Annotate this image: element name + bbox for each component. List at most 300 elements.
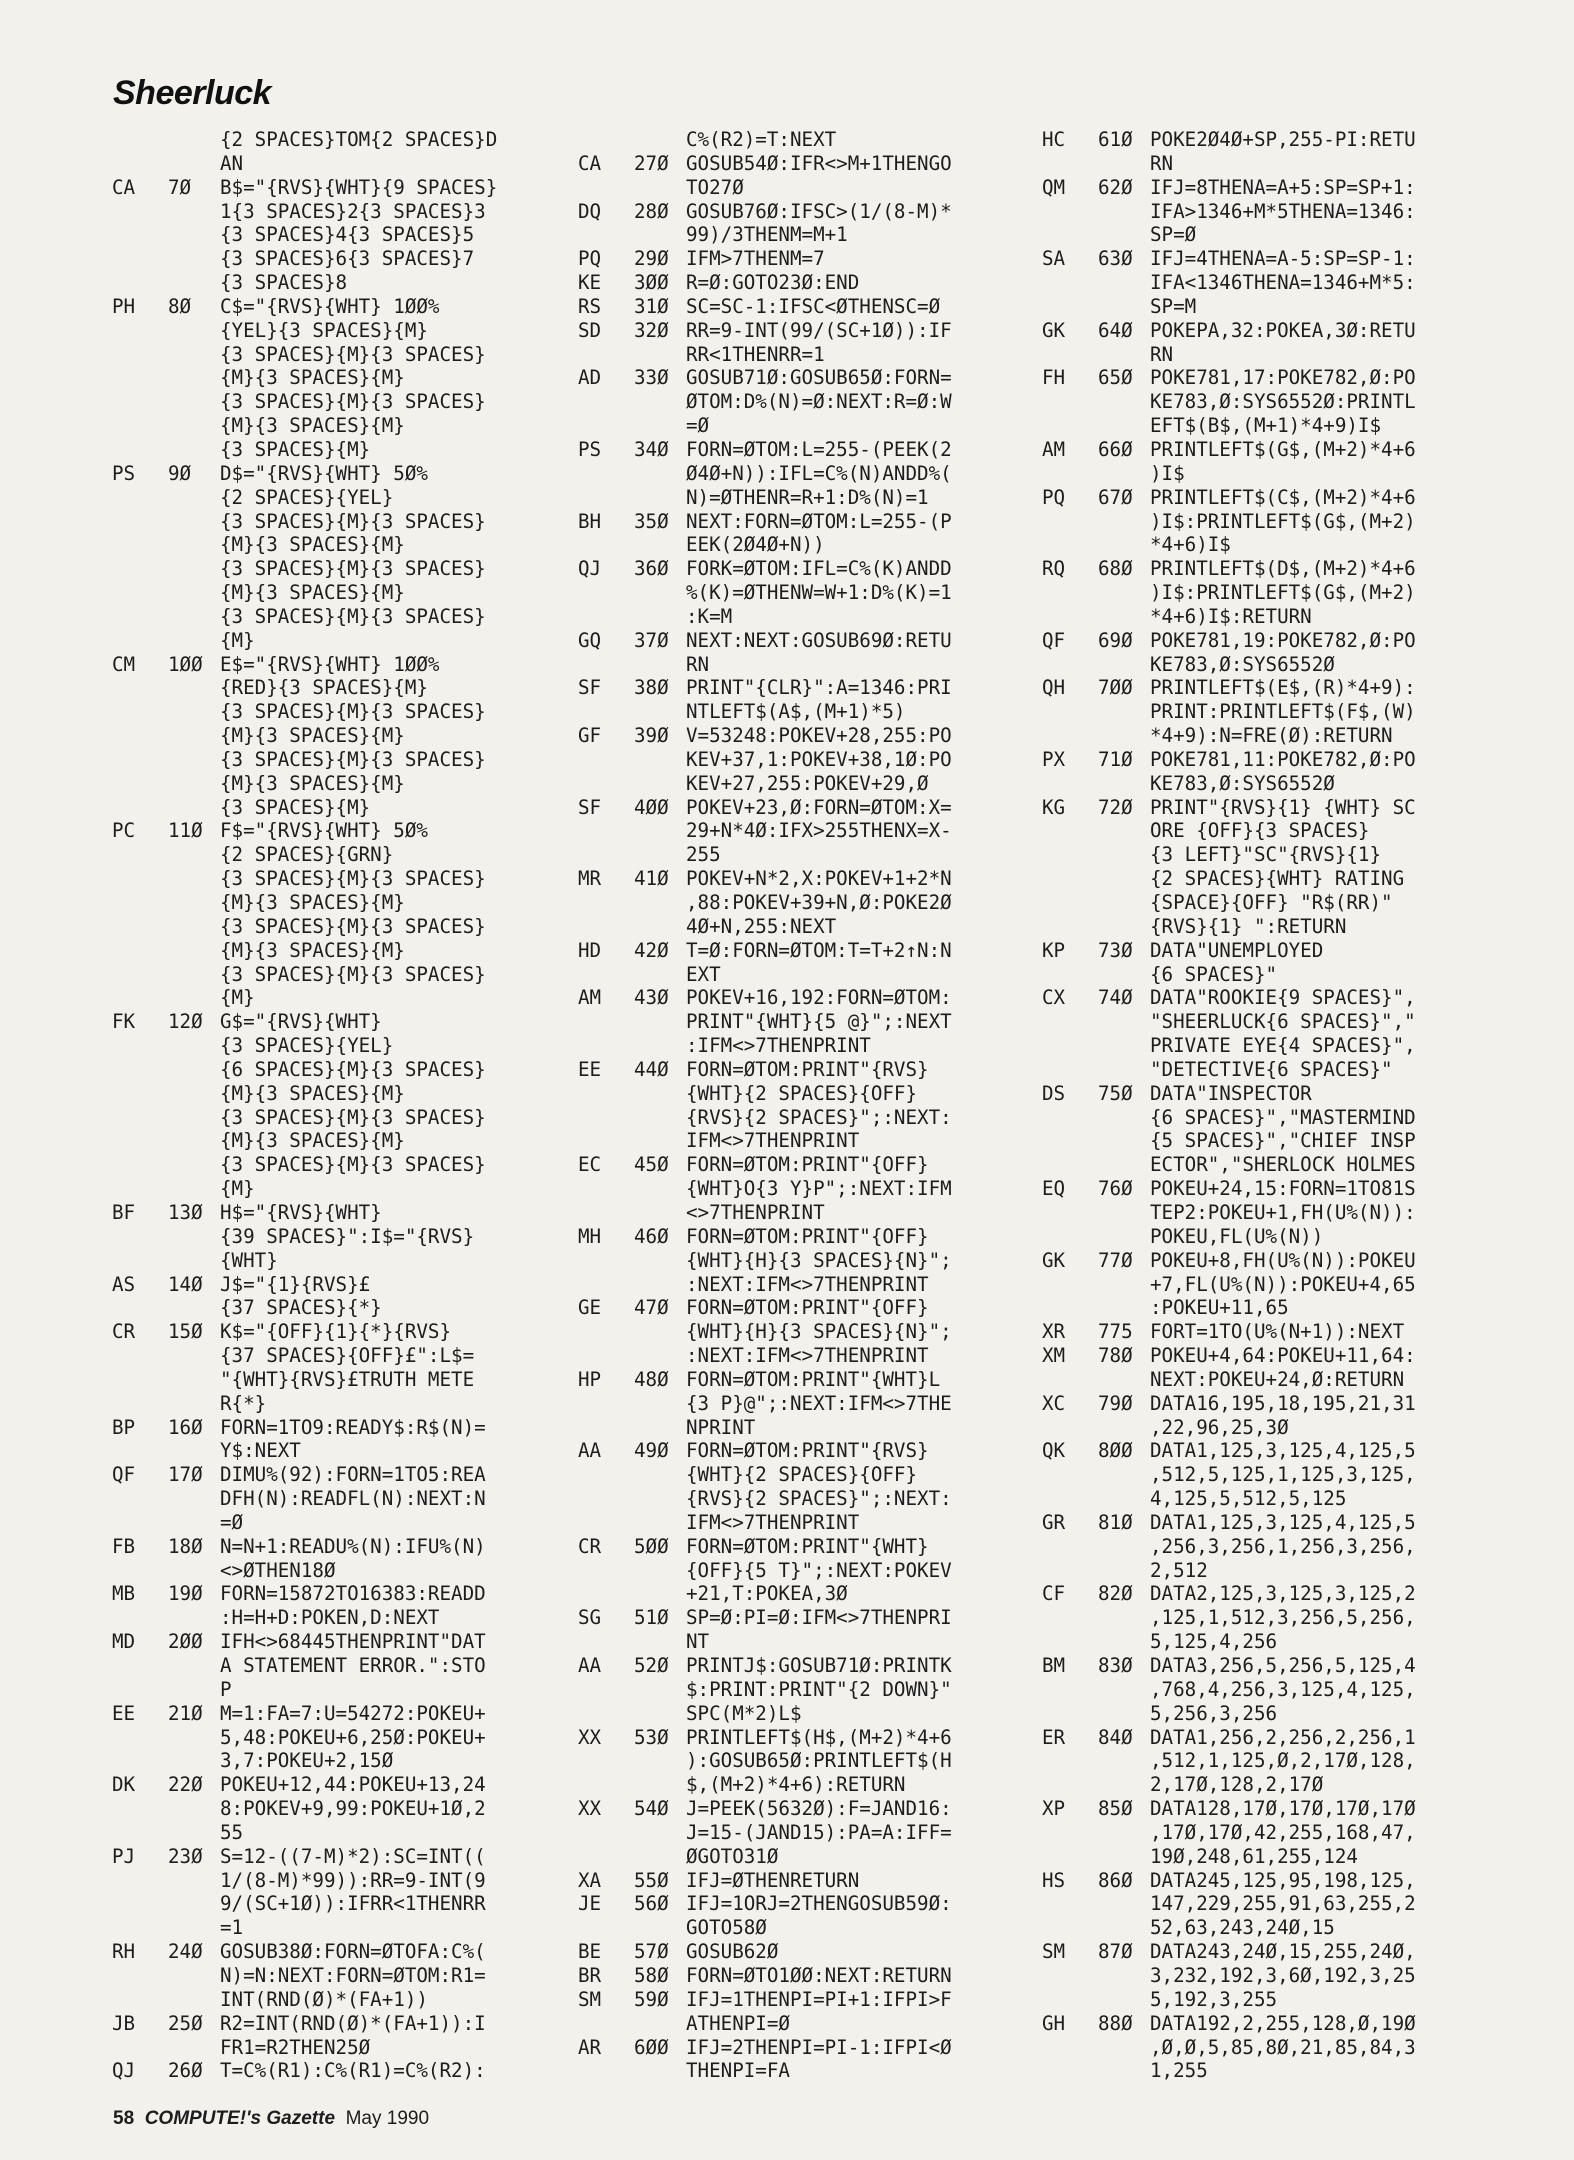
code-line <box>1042 1678 1522 1702</box>
code-text: KE783,Ø:SYS6552Ø:PRINTL <box>1150 390 1416 414</box>
code-line <box>112 653 542 677</box>
listing-column-2 <box>578 128 1058 2083</box>
code-text: <>ØTHEN18Ø <box>220 1558 336 1582</box>
code-text: *4+6)I$:RETURN <box>1150 604 1312 628</box>
code-text: *4+6)I$ <box>1150 533 1231 557</box>
checksum-code: HS <box>1042 1868 1066 1892</box>
code-text: ,Ø,Ø,5,85,8Ø,21,85,84,3 <box>1150 2035 1416 2059</box>
code-line <box>112 295 542 319</box>
line-number: 42Ø <box>634 938 669 962</box>
code-text: FR1=R2THEN25Ø <box>220 2035 371 2059</box>
code-text: 4Ø+N,255:NEXT <box>686 914 837 938</box>
code-line <box>578 1582 1058 1606</box>
code-text: FORN=ØTOM:PRINT"{WHT}L <box>686 1367 941 1391</box>
line-number: 15Ø <box>168 1320 203 1344</box>
code-text: Y$:NEXT <box>220 1439 301 1463</box>
code-text: NEXT:NEXT:GOSUB69Ø:RETU <box>686 628 952 652</box>
code-line <box>1042 748 1522 772</box>
code-line <box>112 915 542 939</box>
code-line <box>578 438 1058 462</box>
code-text: ,512,1,125,Ø,2,17Ø,128, <box>1150 1749 1416 1773</box>
code-line <box>578 1320 1058 1344</box>
line-number: 46Ø <box>634 1224 669 1248</box>
line-number: 35Ø <box>634 509 669 533</box>
code-line <box>1042 843 1522 867</box>
line-number: 88Ø <box>1098 2011 1133 2035</box>
code-line <box>578 1702 1058 1726</box>
code-text: 1/(8-M)*99)):RR=9-INT(9 <box>220 1868 486 1892</box>
code-text: =1 <box>220 1916 244 1940</box>
code-text: PRINT:PRINTLEFT$(F$,(W) <box>1150 700 1416 724</box>
code-text: SPC(M*2)L$ <box>686 1701 802 1725</box>
code-text: PRINTLEFT$(E$,(R)*4+9): <box>1150 676 1416 700</box>
line-number: 9Ø <box>168 461 192 485</box>
code-text: POKE781,19:POKE782,Ø:PO <box>1150 628 1416 652</box>
checksum-code: DS <box>1042 1081 1066 1105</box>
code-line <box>112 1630 542 1654</box>
code-line <box>112 1749 542 1773</box>
checksum-code: CX <box>1042 986 1066 1010</box>
code-text: {M}{3 SPACES}{M} <box>220 938 405 962</box>
code-line <box>1042 1940 1522 1964</box>
line-number: 2ØØ <box>168 1630 203 1654</box>
code-text: T=Ø:FORN=ØTOM:T=T+2↑N:N <box>686 938 952 962</box>
code-text: DATA16,195,18,195,21,31 <box>1150 1391 1416 1415</box>
code-line <box>578 1964 1058 1988</box>
code-text: FORN=ØTOM:PRINT"{RVS} <box>686 1439 929 1463</box>
code-text: 8:POKEV+9,99:POKEU+1Ø,2 <box>220 1797 486 1821</box>
code-line <box>578 1892 1058 1916</box>
code-line <box>578 963 1058 987</box>
code-text: {3 SPACES}{M} <box>220 437 371 461</box>
code-text: N)=N:NEXT:FORN=ØTOM:R1= <box>220 1963 486 1987</box>
code-line <box>578 1106 1058 1130</box>
code-text: {OFF}{5 T}";:NEXT:POKEV <box>686 1558 952 1582</box>
code-line <box>578 1439 1058 1463</box>
code-line <box>578 653 1058 677</box>
code-line <box>578 1463 1058 1487</box>
code-line <box>112 629 542 653</box>
code-line <box>1042 867 1522 891</box>
code-text: {6 SPACES}" <box>1150 962 1278 986</box>
code-text: E$="{RVS}{WHT} 1ØØ% <box>220 652 440 676</box>
code-text: {3 SPACES}{YEL} <box>220 1034 394 1058</box>
code-text: 1{3 SPACES}2{3 SPACES}3 <box>220 199 486 223</box>
code-text: *4+9):N=FRE(Ø):RETURN <box>1150 724 1393 748</box>
line-number: 37Ø <box>634 628 669 652</box>
code-line <box>112 247 542 271</box>
code-line <box>1042 1153 1522 1177</box>
checksum-code: AR <box>578 2035 602 2059</box>
code-line <box>578 414 1058 438</box>
code-line <box>112 510 542 534</box>
code-line <box>578 510 1058 534</box>
code-text: {2 SPACES}{WHT} RATING <box>1150 867 1405 891</box>
code-text: {3 SPACES}4{3 SPACES}5 <box>220 223 475 247</box>
code-text: IFM<>7THENPRINT <box>686 1129 860 1153</box>
code-line <box>578 1559 1058 1583</box>
code-text: 5,192,3,255 <box>1150 1987 1278 2011</box>
code-text: POKEU,FL(U%(N)) <box>1150 1224 1324 1248</box>
code-text: RR<1THENRR=1 <box>686 342 825 366</box>
code-text: POKEU+24,15:FORN=1TO81S <box>1150 1177 1416 1201</box>
code-line <box>578 843 1058 867</box>
code-line <box>1042 533 1522 557</box>
checksum-code: FH <box>1042 366 1066 390</box>
checksum-code: CR <box>578 1534 602 1558</box>
code-line <box>578 2059 1058 2083</box>
code-line <box>112 819 542 843</box>
code-text: K$="{OFF}{1}{*}{RVS} <box>220 1320 452 1344</box>
code-line <box>1042 796 1522 820</box>
line-number: 13Ø <box>168 1200 203 1224</box>
code-line <box>578 1654 1058 1678</box>
code-text: "{WHT}{RVS}£TRUTH METE <box>220 1367 475 1391</box>
checksum-code: PX <box>1042 747 1066 771</box>
line-number: 82Ø <box>1098 1582 1133 1606</box>
checksum-code: BE <box>578 1940 602 1964</box>
code-text: V=53248:POKEV+28,255:PO <box>686 724 952 748</box>
code-text: TO27Ø <box>686 175 744 199</box>
checksum-code: MH <box>578 1224 602 1248</box>
code-line <box>1042 1702 1522 1726</box>
code-line <box>112 1058 542 1082</box>
code-line <box>112 867 542 891</box>
checksum-code: JE <box>578 1892 602 1916</box>
code-line <box>1042 1463 1522 1487</box>
line-number: 81Ø <box>1098 1510 1133 1534</box>
code-text: {WHT}{H}{3 SPACES}{N}"; <box>686 1248 952 1272</box>
code-line <box>112 1773 542 1797</box>
line-number: 3ØØ <box>634 271 669 295</box>
code-text: {RVS}{1} ":RETURN <box>1150 914 1347 938</box>
code-line <box>112 1416 542 1440</box>
checksum-code: SM <box>578 1987 602 2011</box>
code-text: <>7THENPRINT <box>686 1200 825 1224</box>
code-text: {3 P}@";:NEXT:IFM<>7THE <box>686 1391 952 1415</box>
line-number: 45Ø <box>634 1153 669 1177</box>
checksum-code: BR <box>578 1963 602 1987</box>
code-line <box>112 1439 542 1463</box>
code-line <box>112 1177 542 1201</box>
code-text: GOSUB54Ø:IFR<>M+1THENGO <box>686 151 952 175</box>
code-text: "DETECTIVE{6 SPACES}" <box>1150 1057 1393 1081</box>
code-text: NEXT:POKEU+24,Ø:RETURN <box>1150 1367 1405 1391</box>
checksum-code: KP <box>1042 938 1066 962</box>
code-line <box>1042 1916 1522 1940</box>
code-text: {RVS}{2 SPACES}";:NEXT: <box>686 1487 952 1511</box>
checksum-code: CA <box>578 151 602 175</box>
code-text: EFT$(B$,(M+1)*4+9)I$ <box>1150 414 1382 438</box>
code-line <box>112 843 542 867</box>
checksum-code: GE <box>578 1296 602 1320</box>
code-text: DATA"ROOKIE{9 SPACES}", <box>1150 986 1416 1010</box>
code-text: GOSUB76Ø:IFSC>(1/(8-M)* <box>686 199 952 223</box>
code-text: ØTOM:D%(N)=Ø:NEXT:R=Ø:W <box>686 390 952 414</box>
code-text: 5,125,4,256 <box>1150 1630 1278 1654</box>
code-text: EEK(2Ø4Ø+N)) <box>686 533 825 557</box>
code-line <box>578 2036 1058 2060</box>
code-text: IFJ=1THENPI=PI+1:IFPI>F <box>686 1987 952 2011</box>
code-text: =Ø <box>686 414 710 438</box>
line-number: 74Ø <box>1098 986 1133 1010</box>
line-number: 31Ø <box>634 294 669 318</box>
line-number: 64Ø <box>1098 318 1133 342</box>
line-number: 8ØØ <box>1098 1439 1133 1463</box>
code-line <box>578 343 1058 367</box>
code-line <box>1042 1606 1522 1630</box>
checksum-code: XC <box>1042 1391 1066 1415</box>
code-text: R2=INT(RND(Ø)*(FA+1)):I <box>220 2011 486 2035</box>
line-number: 75Ø <box>1098 1081 1133 1105</box>
code-text: PRINT"{WHT}{5 @}";:NEXT <box>686 1010 952 1034</box>
code-line <box>1042 1010 1522 1034</box>
code-text: {3 SPACES}{M}{3 SPACES} <box>220 962 486 986</box>
code-text: PRINTLEFT$(C$,(M+2)*4+6 <box>1150 485 1416 509</box>
code-line <box>578 819 1058 843</box>
code-text: :K=M <box>686 604 733 628</box>
code-line <box>1042 963 1522 987</box>
code-line <box>578 1296 1058 1320</box>
line-number: 49Ø <box>634 1439 669 1463</box>
checksum-code: CM <box>112 652 136 676</box>
checksum-code: SM <box>1042 1940 1066 1964</box>
code-text: {3 SPACES}{M} <box>220 795 371 819</box>
line-number: 39Ø <box>634 724 669 748</box>
line-number: 23Ø <box>168 1844 203 1868</box>
checksum-code: DK <box>112 1773 136 1797</box>
code-line <box>1042 1106 1522 1130</box>
code-text: {37 SPACES}{*} <box>220 1296 382 1320</box>
code-line <box>112 1487 542 1511</box>
code-text: DATA192,2,255,128,Ø,19Ø <box>1150 2011 1416 2035</box>
code-line <box>578 1749 1058 1773</box>
code-text: 29+N*4Ø:IFX>255THENX=X- <box>686 819 952 843</box>
code-line <box>1042 605 1522 629</box>
code-line <box>578 1225 1058 1249</box>
code-text: R=Ø:GOTO23Ø:END <box>686 271 860 295</box>
line-number: 79Ø <box>1098 1391 1133 1415</box>
code-line <box>1042 1368 1522 1392</box>
checksum-code: MB <box>112 1582 136 1606</box>
checksum-code: KE <box>578 271 602 295</box>
code-text: T=C%(R1):C%(R1)=C%(R2): <box>220 2059 486 2083</box>
code-text: {3 SPACES}{M}{3 SPACES} <box>220 1105 486 1129</box>
line-number: 22Ø <box>168 1773 203 1797</box>
code-line <box>578 581 1058 605</box>
code-text: IFJ=ØTHENRETURN <box>686 1868 860 1892</box>
line-number: 52Ø <box>634 1654 669 1677</box>
code-line <box>578 557 1058 581</box>
code-text: {RVS}{2 SPACES}";:NEXT: <box>686 1105 952 1129</box>
checksum-code: GH <box>1042 2011 1066 2035</box>
code-line <box>112 2012 542 2036</box>
line-number: 69Ø <box>1098 628 1133 652</box>
code-line <box>1042 915 1522 939</box>
code-line <box>1042 414 1522 438</box>
code-line <box>1042 581 1522 605</box>
code-line <box>578 1988 1058 2012</box>
checksum-code: XA <box>578 1868 602 1892</box>
code-line <box>112 963 542 987</box>
code-line <box>112 581 542 605</box>
checksum-code: GK <box>1042 1248 1066 1272</box>
code-line <box>578 1344 1058 1368</box>
checksum-code: QF <box>112 1463 136 1487</box>
code-line <box>1042 390 1522 414</box>
code-text: SP=Ø:PI=Ø:IFM<>7THENPRI <box>686 1606 952 1630</box>
code-text: :POKEU+11,65 <box>1150 1296 1289 1320</box>
line-number: 47Ø <box>634 1296 669 1320</box>
checksum-code: GQ <box>578 628 602 652</box>
code-text: POKEPA,32:POKEA,3Ø:RETU <box>1150 318 1416 342</box>
code-line <box>1042 1559 1522 1583</box>
code-text: POKEU+4,64:POKEU+11,64: <box>1150 1344 1416 1368</box>
line-number: 25Ø <box>168 2011 203 2035</box>
line-number: 17Ø <box>168 1463 203 1487</box>
code-line <box>1042 676 1522 700</box>
code-line <box>1042 295 1522 319</box>
code-line <box>1042 939 1522 963</box>
code-line <box>112 1702 542 1726</box>
code-text: {SPACE}{OFF} "R$(RR)" <box>1150 891 1393 914</box>
checksum-code: XX <box>578 1725 602 1749</box>
code-text: FORN=ØTOM:L=255-(PEEK(2 <box>686 437 952 461</box>
code-line <box>1042 223 1522 247</box>
code-text: {3 SPACES}{M}{3 SPACES} <box>220 700 486 724</box>
code-text: DATA3,256,5,256,5,125,4 <box>1150 1654 1416 1677</box>
code-line <box>112 1249 542 1273</box>
page-title: Sheerluck <box>113 74 272 112</box>
line-number: 14Ø <box>168 1272 203 1296</box>
code-line <box>1042 1320 1522 1344</box>
line-number: 59Ø <box>634 1987 669 2011</box>
code-text: {3 SPACES}{M}{3 SPACES} <box>220 914 486 938</box>
code-line <box>112 1273 542 1297</box>
code-text: {3 SPACES}{M}{3 SPACES} <box>220 342 486 366</box>
code-line <box>1042 557 1522 581</box>
line-number: 4ØØ <box>634 795 669 819</box>
code-line <box>112 1129 542 1153</box>
code-text: J$="{1}{RVS}£ <box>220 1272 371 1296</box>
line-number: 77Ø <box>1098 1248 1133 1272</box>
checksum-code: BF <box>112 1200 136 1224</box>
checksum-code: XM <box>1042 1344 1066 1368</box>
code-text: PRINTJ$:GOSUB71Ø:PRINTK <box>686 1654 952 1677</box>
code-text: C%(R2)=T:NEXT <box>686 128 837 151</box>
code-line <box>578 1273 1058 1297</box>
code-line <box>578 176 1058 200</box>
code-line <box>1042 2012 1522 2036</box>
code-text: {WHT}{2 SPACES}{OFF} <box>686 1463 918 1487</box>
code-line <box>578 1606 1058 1630</box>
code-line <box>578 700 1058 724</box>
code-text: 147,229,255,91,63,255,2 <box>1150 1892 1416 1916</box>
checksum-code: QF <box>1042 628 1066 652</box>
checksum-code: GK <box>1042 318 1066 342</box>
code-line <box>112 1582 542 1606</box>
checksum-code: RS <box>578 294 602 318</box>
checksum-code: CA <box>112 175 136 199</box>
code-line <box>578 1129 1058 1153</box>
code-text: 19Ø,248,61,255,124 <box>1150 1844 1358 1868</box>
code-text: INT(RND(Ø)*(FA+1)) <box>220 1987 428 2011</box>
code-text: POKEU+8,FH(U%(N)):POKEU <box>1150 1248 1416 1272</box>
code-line <box>578 629 1058 653</box>
code-line <box>578 1869 1058 1893</box>
code-line <box>578 1010 1058 1034</box>
line-number: 61Ø <box>1098 128 1133 151</box>
code-line <box>1042 653 1522 677</box>
code-line <box>1042 343 1522 367</box>
checksum-code: DQ <box>578 199 602 223</box>
code-text: NEXT:FORN=ØTOM:L=255-(P <box>686 509 952 533</box>
checksum-code: AM <box>1042 437 1066 461</box>
code-text: EXT <box>686 962 721 986</box>
code-line <box>1042 486 1522 510</box>
code-text: R{*} <box>220 1391 267 1415</box>
code-line <box>1042 891 1522 915</box>
line-number: 44Ø <box>634 1057 669 1081</box>
code-text: N)=ØTHENR=R+1:D%(N)=1 <box>686 485 929 509</box>
code-text: {WHT} <box>220 1248 278 1272</box>
code-line <box>1042 462 1522 486</box>
line-number: 34Ø <box>634 437 669 461</box>
checksum-code: PC <box>112 819 136 843</box>
code-line <box>578 271 1058 295</box>
code-line <box>578 1845 1058 1869</box>
code-line <box>112 1916 542 1940</box>
code-text: NPRINT <box>686 1415 756 1439</box>
code-text: FORN=15872TO16383:READD <box>220 1582 486 1606</box>
code-line <box>1042 1773 1522 1797</box>
code-text: )I$ <box>1150 461 1185 485</box>
code-line <box>112 1106 542 1130</box>
listing-column-1 <box>112 128 542 2083</box>
code-line <box>112 1320 542 1344</box>
checksum-code: PS <box>578 437 602 461</box>
code-line <box>112 152 542 176</box>
code-text: IFM>7THENM=7 <box>686 247 825 271</box>
code-line <box>112 2036 542 2060</box>
code-line <box>1042 271 1522 295</box>
line-number: 71Ø <box>1098 747 1133 771</box>
code-line <box>1042 510 1522 534</box>
code-line <box>112 1153 542 1177</box>
code-text: =Ø <box>220 1510 244 1534</box>
code-text: RN <box>686 652 710 676</box>
checksum-code: AD <box>578 366 602 390</box>
line-number: 76Ø <box>1098 1177 1133 1201</box>
code-text: POKEV+N*2,X:POKEV+1+2*N <box>686 867 952 891</box>
code-text: 2,512 <box>1150 1558 1208 1582</box>
code-text: DATA245,125,95,198,125, <box>1150 1868 1416 1892</box>
code-text: 1,255 <box>1150 2059 1208 2083</box>
code-text: DATA2,125,3,125,3,125,2 <box>1150 1582 1416 1606</box>
code-text: ,125,1,512,3,256,5,256, <box>1150 1606 1416 1630</box>
code-line <box>112 414 542 438</box>
code-line <box>578 1368 1058 1392</box>
line-number: 32Ø <box>634 318 669 342</box>
checksum-code: QH <box>1042 676 1066 700</box>
code-text: GOSUB62Ø <box>686 1940 779 1964</box>
code-line <box>112 319 542 343</box>
code-line <box>1042 1392 1522 1416</box>
code-text: {3 SPACES}{M}{3 SPACES} <box>220 509 486 533</box>
code-line <box>112 1296 542 1320</box>
code-line <box>112 128 542 152</box>
code-line <box>112 533 542 557</box>
